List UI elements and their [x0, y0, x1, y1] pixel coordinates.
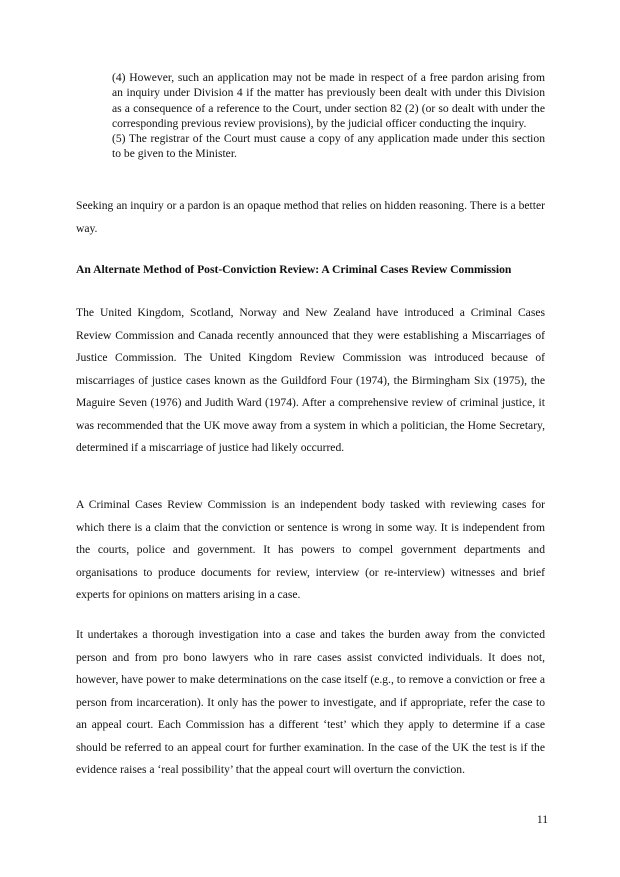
body-paragraph-investigation: It undertakes a thorough investigation into a case and takes the burden away from the convicted person and from pro bono lawyers who in rare cases assist convicted individuals. It does not, however, have power to make determinations on the case itself (e.g., to remove a conviction or free a person from incarceration). It only has the power to investigate, and if appropriate, refer the case to an appeal court. Each Commission has a different ‘test’ which they apply to determine if a case should be referred to an appeal court for further examination. In the case of the UK the test is if the evidence raises a ‘real possibility’ that the appeal court will overturn the conviction.: [76, 628, 545, 776]
intro-paragraph: Seeking an inquiry or a pardon is an opaque method that relies on hidden reasoning. There is a better way.: [76, 199, 545, 235]
quote-subsection-5: (5) The registrar of the Court must cause a copy of any application made under this section to be given to the Minister.: [112, 132, 545, 161]
body-paragraph-ccrc-definition: A Criminal Cases Review Commission is an independent body tasked with reviewing cases for which there is a claim that the conviction or sentence is wrong in some way. It is independent from the courts, police and government. It has powers to compel government departments and organisations to produce documents for review, interview (or re-interview) witnesses and brief experts for opinions on matters arising in a case.: [76, 498, 545, 601]
page-number: 11: [536, 813, 548, 826]
quote-subsection-4: (4) However, such an application may not be made in respect of a free pardon arising from an inquiry under Division 4 if the matter has previously been dealt with under this Division as a consequence of a reference to the Court, under section 82 (2) (or so dealt with under the corresponding previous review provisions), by the judicial officer conducting the inquiry.: [112, 71, 545, 130]
body-paragraph-uk-commission: The United Kingdom, Scotland, Norway and New Zealand have introduced a Criminal Cases Review Commission and Canada recently announced that they were establishing a Miscarriages of Justice Commission. The United Kingdom Review Commission was introduced because of miscarriages of justice cases known as the Guildford Four (1974), the Birmingham Six (1975), the Maguire Seven (1976) and Judith Ward (1974). After a comprehensive review of criminal justice, it was recommended that the UK move away from a system in which a politician, the Home Secretary, determined if a miscarriage of justice had likely occurred.: [76, 306, 545, 454]
legislation-quote: [112, 70, 545, 162]
section-heading: An Alternate Method of Post-Conviction Review: A Criminal Cases Review Commission: [76, 263, 512, 276]
